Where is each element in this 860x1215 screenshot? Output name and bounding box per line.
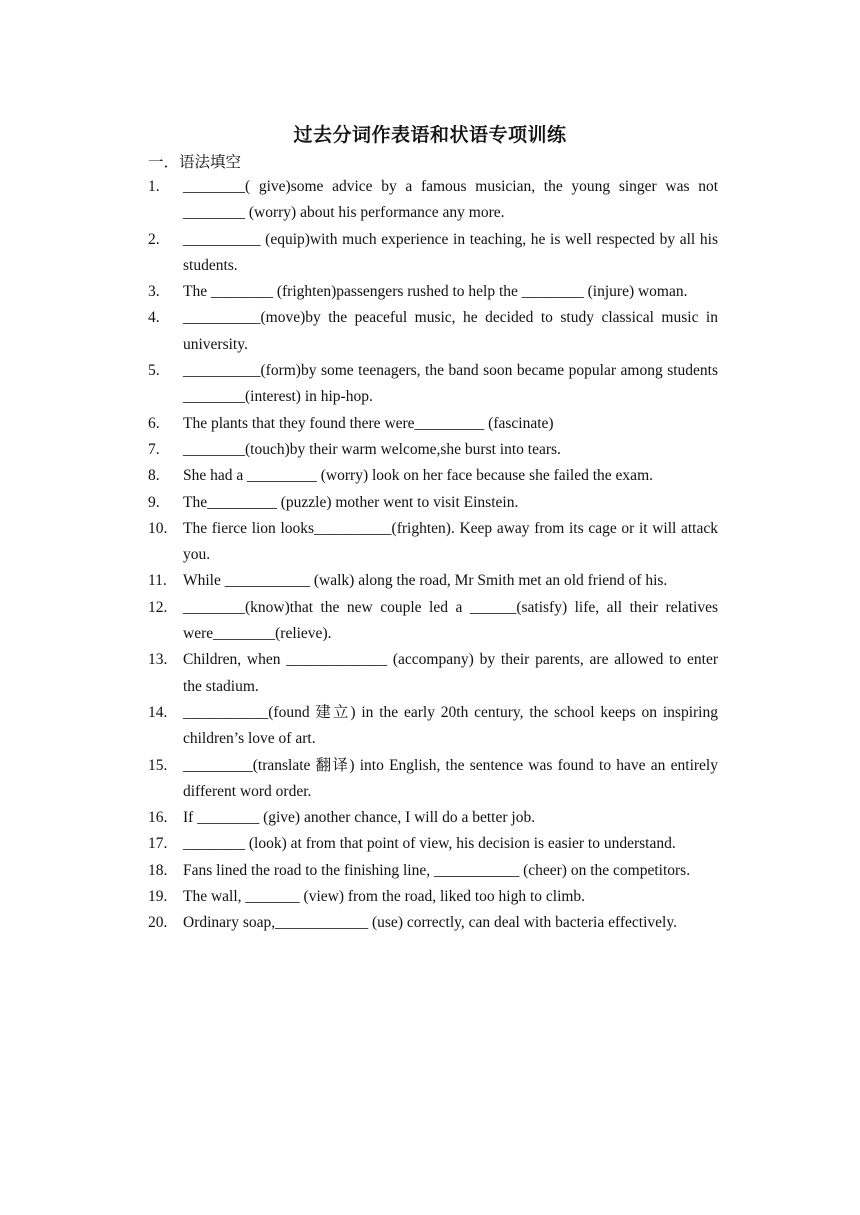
exercise-item bbox=[148, 595, 718, 648]
exercise-text: The_________ (puzzle) mother went to visit Einstein. bbox=[183, 493, 519, 511]
exercise-item bbox=[148, 305, 718, 358]
exercise-item bbox=[148, 568, 718, 594]
exercise-number: 15. bbox=[148, 756, 168, 774]
exercise-number: 11. bbox=[148, 572, 167, 590]
exercise-number: 6. bbox=[148, 414, 160, 432]
exercise-number: 4. bbox=[148, 309, 160, 327]
exercise-item bbox=[148, 463, 718, 489]
exercise-item bbox=[148, 411, 718, 437]
exercise-number: 19. bbox=[148, 888, 168, 906]
exercise-number: 7. bbox=[148, 440, 160, 458]
exercise-item bbox=[148, 516, 718, 569]
exercise-text: __________(move)by the peaceful music, he decided to study classical music in university. bbox=[183, 309, 718, 353]
exercise-item bbox=[148, 753, 718, 806]
exercise-item bbox=[148, 647, 718, 700]
exercise-text: The plants that they found there were_________ (fascinate) bbox=[183, 414, 554, 432]
exercise-text: The wall, _______ (view) from the road, liked too high to climb. bbox=[183, 888, 586, 906]
exercise-number: 10. bbox=[148, 519, 168, 537]
exercise-number: 18. bbox=[148, 861, 168, 879]
exercise-number: 8. bbox=[148, 467, 160, 485]
exercise-number: 12. bbox=[148, 598, 168, 616]
exercise-item bbox=[148, 831, 718, 857]
page-title: 过去分词作表语和状语专项训练 bbox=[293, 124, 567, 146]
exercise-text: ________ (look) at from that point of view, his decision is easier to understand. bbox=[183, 835, 676, 853]
exercise-item bbox=[148, 358, 718, 411]
exercise-number: 2. bbox=[148, 230, 160, 248]
exercise-number: 16. bbox=[148, 809, 168, 827]
exercise-item bbox=[148, 174, 718, 227]
exercise-item bbox=[148, 490, 718, 516]
exercise-item bbox=[148, 700, 718, 753]
exercise-item bbox=[148, 279, 718, 305]
exercise-number: 5. bbox=[148, 362, 160, 380]
exercise-text: __________ (equip)with much experience in teaching, he is well respected by all his students. bbox=[183, 230, 718, 274]
exercise-list bbox=[148, 174, 718, 937]
exercise-item bbox=[148, 437, 718, 463]
exercise-text: ________( give)some advice by a famous musician, the young singer was not ________ (worry) about his performance any more. bbox=[183, 178, 718, 222]
exercise-number: 13. bbox=[148, 651, 168, 669]
exercise-text: _________(translate 翻译) into English, the sentence was found to have an entirely different word order. bbox=[183, 756, 718, 800]
exercise-item bbox=[148, 910, 718, 936]
exercise-text: She had a _________ (worry) look on her face because she failed the exam. bbox=[183, 467, 653, 485]
exercise-text: Children, when _____________ (accompany) by their parents, are allowed to enter the stadium. bbox=[183, 651, 718, 695]
exercise-text: Fans lined the road to the finishing line, ___________ (cheer) on the competitors. bbox=[183, 861, 691, 879]
exercise-item bbox=[148, 805, 718, 831]
exercise-number: 9. bbox=[148, 493, 160, 511]
exercise-item bbox=[148, 884, 718, 910]
exercise-text: The ________ (frighten)passengers rushed to help the ________ (injure) woman. bbox=[183, 283, 688, 301]
exercise-number: 1. bbox=[148, 178, 160, 195]
exercise-item bbox=[148, 858, 718, 884]
exercise-text: If ________ (give) another chance, I will do a better job. bbox=[183, 809, 536, 827]
section-heading: 一．语法填空 bbox=[148, 153, 242, 171]
exercise-number: 3. bbox=[148, 283, 160, 301]
exercise-text: ________(touch)by their warm welcome,she burst into tears. bbox=[183, 440, 561, 458]
exercise-text: Ordinary soap,____________ (use) correctly, can deal with bacteria effectively. bbox=[183, 914, 677, 932]
exercise-number: 17. bbox=[148, 835, 168, 853]
exercise-text: While ___________ (walk) along the road, Mr Smith met an old friend of his. bbox=[183, 572, 668, 590]
exercise-text: The fierce lion looks__________(frighten). Keep away from its cage or it will attack you. bbox=[183, 519, 718, 564]
exercise-text: ________(know)that the new couple led a ______(satisfy) life, all their relatives were________(relieve). bbox=[183, 598, 718, 643]
exercise-text: ___________(found 建立) in the early 20th century, the school keeps on inspiring children’s love of art. bbox=[183, 703, 718, 748]
exercise-number: 14. bbox=[148, 703, 168, 721]
exercise-text: __________(form)by some teenagers, the band soon became popular among students ________(interest) in hip-hop. bbox=[183, 362, 718, 406]
exercise-number: 20. bbox=[148, 914, 168, 932]
exercise-item bbox=[148, 227, 718, 280]
